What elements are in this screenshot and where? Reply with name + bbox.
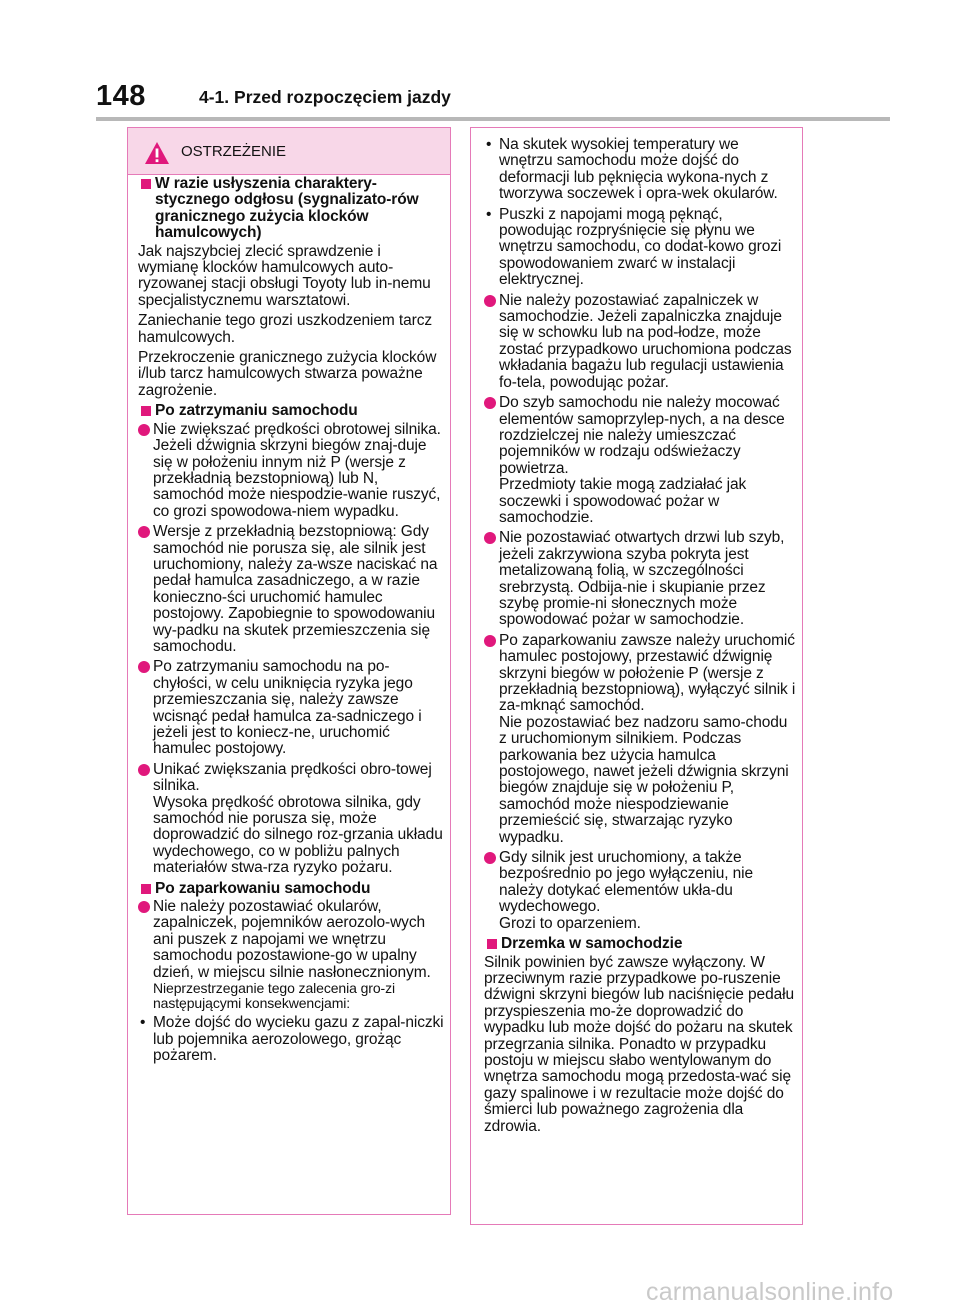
paragraph: Jak najszybciej zlecić sprawdzenie i wymianę klocków hamulcowych auto-ryzowanej stacji obsługi Toyoty lub in-nemu specjalistycznemu warsztatowi. — [138, 242, 431, 309]
pink-dot-icon — [138, 424, 150, 436]
right-column — [484, 137, 796, 1139]
bullet-icon: • — [486, 205, 492, 223]
pink-dot-icon — [484, 635, 496, 647]
pink-dot-icon — [484, 295, 496, 307]
bullet-item: • Puszki z napojami mogą pęknąć, powodując rozpryśnięcie się płynu we wnętrzu samochodu, co dodat-kowo grozi spowodowaniem zwarć w instalacji elektrycznej. — [486, 205, 782, 289]
pink-dot-icon — [484, 532, 496, 544]
watermark: carmanualsonline.info — [646, 1278, 894, 1306]
pink-dot-icon — [484, 852, 496, 864]
pink-dot-icon — [138, 661, 150, 673]
list-item: Po zatrzymaniu samochodu na po-chyłości, w celu uniknięcia ryzyka jego przemieszczania się, należy zawsze wcisnąć pedał hamulca za-sadniczego i jeżeli jest to koniecz-ne, uruchomić hamulec postojowy. — [138, 659, 444, 757]
warning-triangle-icon — [144, 141, 170, 165]
list-item: Unikać zwiększania prędkości obro-towej silnika. Wysoka prędkość obrotowa silnika, gdy samochód nie porusza się, może doprowadzić do silnego roz-grzania układu wydechowego, co w pobliżu palnych materiałów stwa-rza ryzyko pożaru. — [138, 762, 444, 877]
bullet-icon: • — [486, 136, 492, 153]
page-number: 148 — [96, 80, 146, 112]
bullet-item: • Może dojść do wycieku gazu z zapal-niczki lub pojemnika aerozolowego, grożąc pożarem. — [140, 1014, 444, 1064]
section-heading: Po zatrzymaniu samochodu — [138, 403, 444, 419]
section-title: 4-1. Przed rozpoczęciem jazdy — [199, 87, 451, 107]
list-item: Do szyb samochodu nie należy mocować elementów samoprzylep-nych, a na desce rozdzielczej nie należy umieszczać pojemników w rodzaju odświeżaczy powietrza. Przedmioty takie mogą zadziałać jak soczewki i spowodować pożar w samochodzie. — [484, 395, 796, 526]
pink-dot-icon — [138, 901, 150, 913]
pink-dot-icon — [138, 764, 150, 776]
paragraph: Przekroczenie granicznego zużycia klocków i/lub tarcz hamulcowych stwarza poważne zagrożenie. — [138, 349, 437, 399]
list-item: Po zaparkowaniu zawsze należy uruchomić hamulec postojowy, przestawić dźwignię skrzyni biegów w położenie P (wersje z przekładnią bezstopniową), wyłączyć silnik i za-mknąć samochód. Nie pozostawiać bez nadzoru samo-chodu z uruchomionym silnikiem. Podczas parkowania bez użycia hamulca postojowego, nawet jeżeli dźwignia skrzyni biegów znajduje się w położeniu P, samochód może niespodziewanie przemieścić się, stwarzając ryzyko wypadku. — [484, 633, 796, 846]
list-item: Nie należy pozostawiać zapalniczek w samochodzie. Jeżeli zapalniczka znajduje się w schowku lub na pod-łodze, może zostać przypadkowo uruchomiona podczas wkładania bagażu lub regulacji ustawienia fo-tela, powodując pożar. — [484, 293, 796, 391]
page-header — [96, 78, 886, 118]
pink-dot-icon — [484, 397, 496, 409]
paragraph: Silnik powinien być zawsze wyłączony. W przeciwnym razie przypadkowe po-ruszenie dźwigni skrzyni biegów lub naciśnięcie pedału przyspieszenia mo-że doprowadzić do wypadku lub może dojść do pożaru na skutek przegrzania silnika. Ponadto w przypadku postoju w miejscu słabo wentylowanym do wnętrza samochodu mogą przedosta-wać się gazy spalinowe i w rezultacie może dojść do śmierci lub poważnego zagrożenia dla zdrowia. — [484, 953, 794, 1135]
bullet-icon: • — [140, 1014, 146, 1032]
pink-dot-icon — [138, 526, 150, 538]
warning-header — [128, 128, 450, 175]
list-item: Wersje z przekładnią bezstopniową: Gdy samochód nie porusza się, ale silnik jest uruchomiony, należy za-wsze naciskać na pedał hamulca zasadniczego, a w razie konieczno-ści uruchomić hamulec postojowy. Zapobiegnie to spowodowaniu wy-padku na skutek przemieszczenia się samochodu. — [138, 524, 444, 655]
section-heading: Po zaparkowaniu samochodu — [138, 881, 444, 897]
left-column — [138, 176, 444, 1068]
warning-title: OSTRZEŻENIE — [181, 143, 287, 160]
section-heading: W razie usłyszenia charaktery-stycznego odgłosu (sygnalizato-rów granicznego zużycia klocków hamulcowych) — [138, 176, 444, 242]
list-item: Nie zwiększać prędkości obrotowej silnika. Jeżeli dźwignia skrzyni biegów znaj-duje się w położeniu innym niż P (wersje z przekładnią bezstopniową) lub N, samochód może niespodzie-wanie ruszyć, co grozi spowodowa-niem wypadku. — [138, 422, 444, 520]
list-item: Nie pozostawiać otwartych drzwi lub szyb, jeżeli zakrzywiona szyba pokryta jest metalizowaną folią, w szczególności srebrzystą. Odbija-nie i skupianie przez szybę promie-ni słonecznych może spowodować pożar w samochodzie. — [484, 530, 796, 628]
list-item: Nie należy pozostawiać okularów, zapalniczek, pojemników aerozolo-wych ani puszek z napojami we wnętrzu samochodu pozostawione-go w upalny dzień, w miejscu silnie nasłonecznionym. Nieprzestrzeganie tego zalecenia gro-zi następującymi konsekwencjami: — [138, 899, 444, 1011]
bullet-item: • Na skutek wysokiej temperatury we wnętrzu samochodu może dojść do deformacji lub pęknięcia wykona-nych z tworzywa soczewek i opra-wek okularów. — [486, 136, 778, 203]
list-item: Gdy silnik jest uruchomiony, a także bezpośrednio po jego wyłączeniu, nie należy dotykać elementów ukła-du wydechowego. Grozi to oparzeniem. — [484, 850, 796, 932]
header-rule — [96, 117, 890, 121]
paragraph: Zaniechanie tego grozi uszkodzeniem tarcz hamulcowych. — [138, 312, 433, 346]
section-heading: Drzemka w samochodzie — [484, 936, 796, 952]
